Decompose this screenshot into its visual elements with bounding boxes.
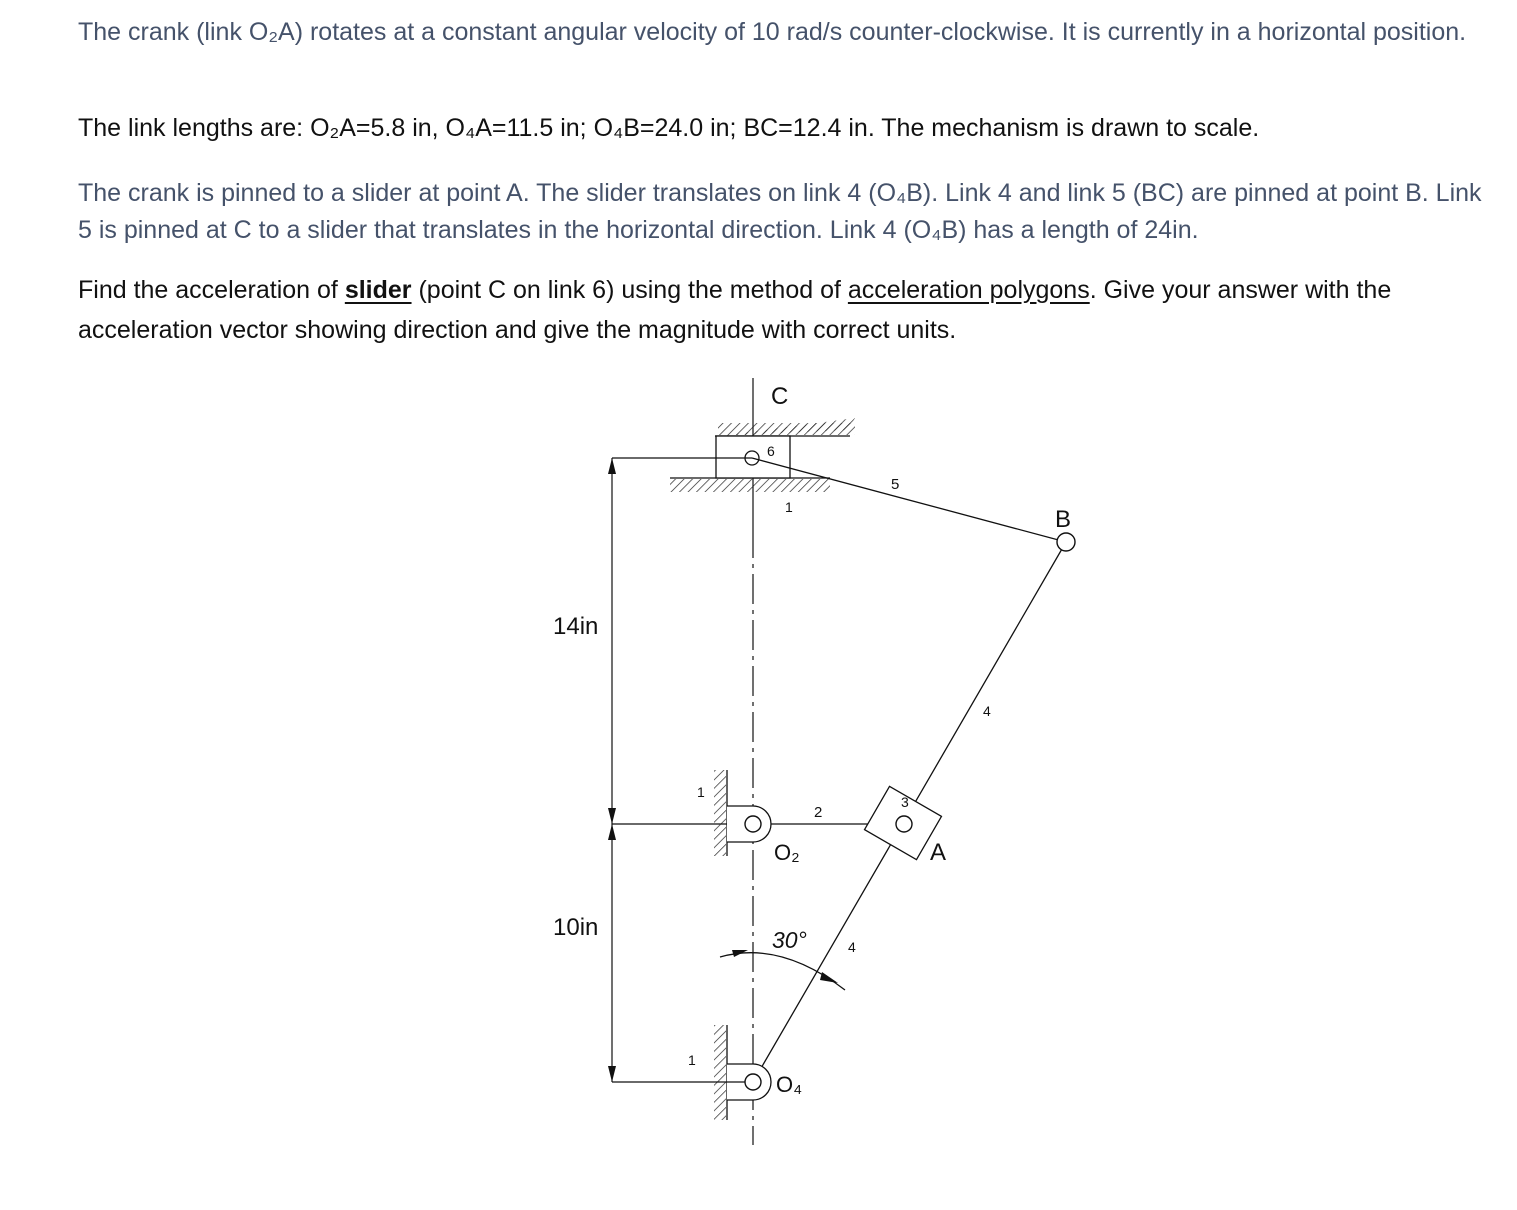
- label-O2: O₂: [774, 840, 800, 865]
- pin-B: [1057, 533, 1075, 551]
- slider-term: slider: [344, 276, 412, 304]
- p4-text-e: . Give your answer with the acceleration vector showing direction and give the magnitude with correct units.: [78, 276, 1392, 344]
- link-5: [752, 458, 1066, 542]
- angle-arrow-left: [732, 950, 748, 957]
- problem-paragraph-3: The crank is pinned to a slider at point A. The slider translates on link 4 (O₄B). Link 4 and link 5 (BC) are pinned at point B. Link 5 is pinned at C to a slider that translates in the horizontal direction. Link 4 (O₄B) has a length of 24in.: [78, 179, 1482, 244]
- acceleration-polygons-term: acceleration polygons: [847, 276, 1090, 304]
- label-ground-1-mid: 1: [697, 784, 705, 800]
- problem-paragraph-2: The link lengths are: O₂A=5.8 in, O₄A=11.5 in; O₄B=24.0 in; BC=12.4 in. The mechanism is drawn to scale.: [78, 114, 1260, 142]
- label-10in: 10in: [553, 914, 599, 941]
- label-C: C: [771, 383, 789, 410]
- label-link-4-upper: 4: [983, 703, 991, 719]
- p4-text-a: Find the acceleration of: [78, 276, 345, 304]
- ground-O4: [714, 1025, 771, 1120]
- label-link-3: 3: [901, 794, 909, 810]
- angle-arrow-right: [820, 972, 838, 983]
- label-ground-1-bottom: 1: [688, 1052, 696, 1068]
- label-link-4-lower: 4: [848, 939, 856, 955]
- angle-arc: [720, 953, 845, 990]
- label-link-5: 5: [891, 476, 900, 493]
- label-30-degrees: 30°: [772, 927, 807, 953]
- label-A: A: [930, 839, 947, 866]
- label-link-2: 2: [814, 804, 823, 821]
- label-B: B: [1055, 506, 1072, 533]
- p4-text-c: (point C on link 6) using the method of: [411, 276, 848, 304]
- label-link-6: 6: [767, 443, 775, 459]
- ground-O2: [714, 770, 771, 856]
- label-ground-1-top: 1: [785, 499, 793, 515]
- problem-paragraph-1: The crank (link O₂A) rotates at a constant angular velocity of 10 rad/s counter-clockwise. It is currently in a horizontal position.: [78, 18, 1467, 46]
- pin-A: [896, 816, 912, 832]
- label-14in: 14in: [553, 613, 599, 640]
- dimension-lines: [608, 458, 752, 1082]
- label-O4: O₄: [776, 1072, 803, 1097]
